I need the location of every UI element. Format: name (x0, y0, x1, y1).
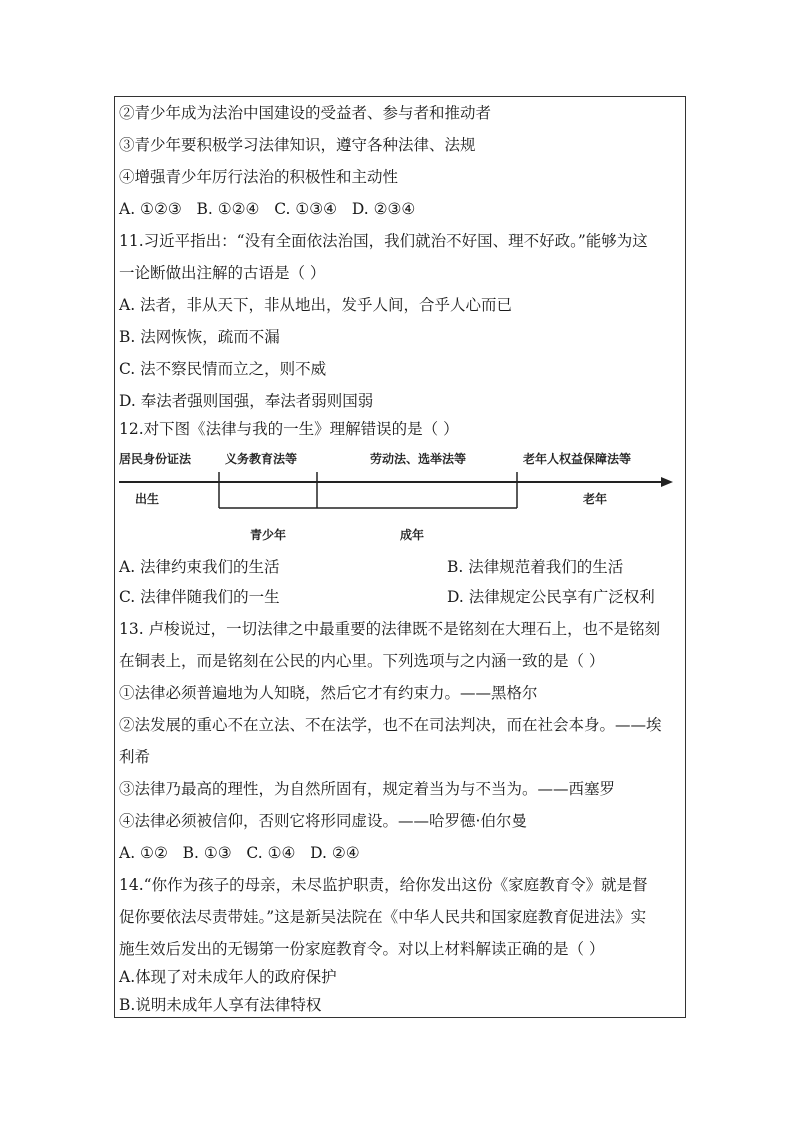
label-compulsory-education-law: 义务教育法等 (225, 452, 298, 466)
q14-stem-line1: 14.“你作为孩子的母亲，未尽监护职责，给你发出这份《家庭教育令》就是督 (119, 876, 648, 894)
option-3-text: ③青少年要积极学习法律知识，遵守各种法律、法规 (119, 136, 476, 154)
q13-item-2-line2: 利希 (119, 748, 151, 766)
q12-stem: 12.对下图《法律与我的一生》理解错误的是（ ） (119, 420, 459, 438)
label-id-card-law: 居民身份证法 (119, 452, 192, 466)
q12-option-c: C. 法律伴随我们的一生 (119, 588, 280, 606)
label-youth: 青少年 (250, 528, 287, 542)
q13-item-1: ①法律必须普遍地为人知晓，然后它才有约束力。——黑格尔 (119, 684, 538, 702)
option-4-text: ④增强青少年厉行法治的积极性和主动性 (119, 168, 399, 186)
q11-option-a: A. 法者，非从天下，非从地出，发乎人间，合乎人心而已 (119, 296, 513, 314)
q13-item-2-line1: ②法发展的重心不在立法、不在法学，也不在司法判决，而在社会本身。——埃 (119, 716, 662, 734)
option-2-text: ②青少年成为法治中国建设的受益者、参与者和推动者 (119, 104, 492, 122)
question-sheet (114, 96, 686, 1018)
q11-stem-line1: 11.习近平指出：“没有全面依法治国，我们就治不好国、理不好政。”能够为这 (119, 232, 648, 250)
label-elderly-rights-law: 老年人权益保障法等 (523, 452, 632, 466)
q10-answer-options: A. ①②③ B. ①②④ C. ①③④ D. ②③④ (119, 200, 416, 218)
q11-stem-line2: 一论断做出注解的古语是（ ） (119, 264, 326, 282)
q13-item-3: ③法律乃最高的理性，为自然所固有，规定着当为与不当为。——西塞罗 (119, 780, 616, 798)
label-labor-election-law: 劳动法、选举法等 (370, 452, 467, 466)
q11-option-d: D. 奉法者强则国强，奉法者弱则国弱 (119, 392, 374, 410)
label-birth: 出生 (135, 492, 160, 506)
q12-option-b: B. 法律规范着我们的生活 (447, 558, 624, 576)
q13-answer-options: A. ①② B. ①③ C. ①④ D. ②④ (119, 844, 360, 862)
q13-stem-line1: 13. 卢梭说过，一切法律之中最重要的法律既不是铭刻在大理石上，也不是铭刻 (119, 620, 661, 638)
label-old-age: 老年 (583, 492, 608, 506)
q12-option-d: D. 法律规定公民享有广泛权利 (447, 588, 655, 606)
law-and-life-timeline (115, 441, 687, 551)
q13-stem-line2: 在铜表上，而是铭刻在公民的内心里。下列选项与之内涵一致的是（ ） (119, 652, 605, 670)
q11-option-b: B. 法网恢恢，疏而不漏 (119, 328, 280, 346)
q14-stem-line3: 施生效后发出的无锡第一份家庭教育令。对以上材料解读正确的是（ ） (119, 940, 605, 958)
q11-option-c: C. 法不察民情而立之，则不威 (119, 360, 327, 378)
q12-option-a: A. 法律约束我们的生活 (119, 558, 280, 576)
label-adulthood: 成年 (400, 528, 425, 542)
q14-option-a: A.体现了对未成年人的政府保护 (119, 968, 337, 986)
q14-option-b: B.说明未成年人享有法律特权 (119, 996, 322, 1014)
q13-item-4: ④法律必须被信仰，否则它将形同虚设。——哈罗德·伯尔曼 (119, 812, 527, 830)
timeline-arrowhead (661, 477, 673, 487)
q14-stem-line2: 促你要依法尽责带娃。”这是新吴法院在《中华人民共和国家庭教育促进法》实 (119, 908, 647, 926)
